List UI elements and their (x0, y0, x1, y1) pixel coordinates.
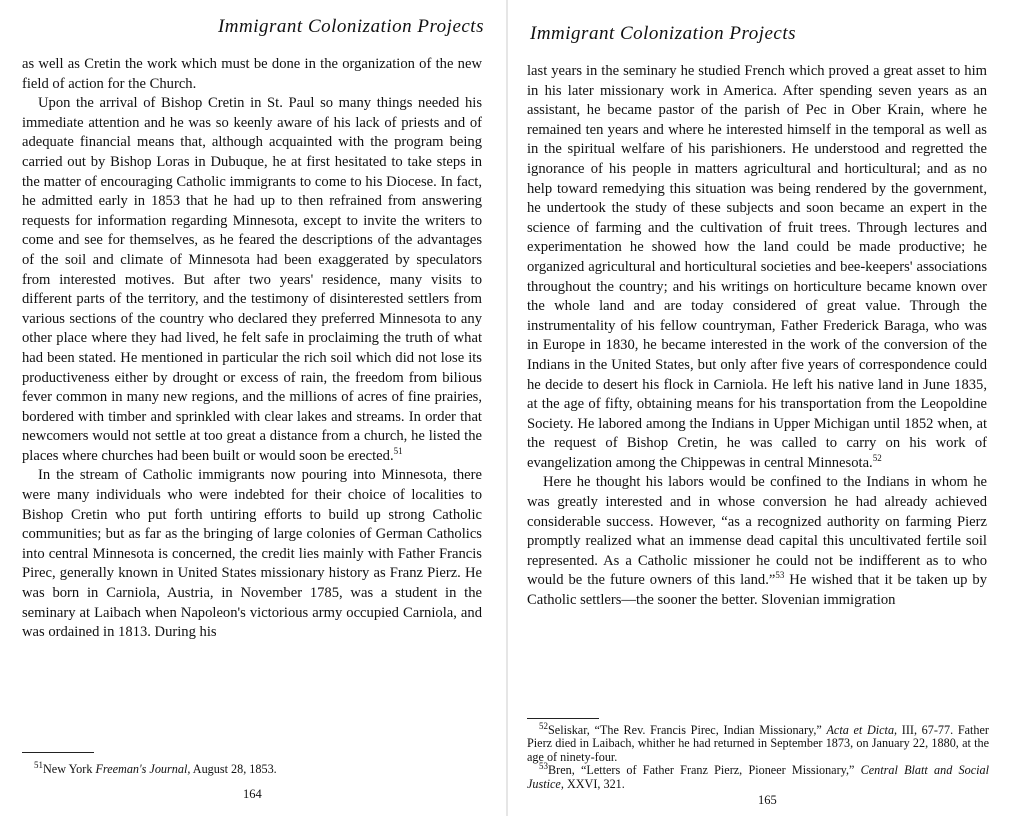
footnote-ref-52: 52 (872, 453, 882, 464)
left-paragraph-1: as well as Cretin the work which must be done in the organization of the new field of action for the Church. (22, 56, 482, 92)
page-number-right: 165 (758, 793, 777, 807)
footnote-ref-53: 53 (775, 570, 785, 581)
right-paragraph-2 (527, 473, 987, 610)
right-paragraph-2-tail: He wished that it be taken up by Catholic settlers—the sooner the better. Slovenian immigration (527, 572, 987, 609)
left-paragraph-2 (22, 94, 482, 466)
footnote-53-before: Bren, “Letters of Father Franz Pierz, Pioneer Missionary,” (548, 763, 861, 778)
footnote-marker-52: 52 (539, 720, 548, 731)
footnote-divider-left (22, 752, 94, 753)
right-body-text (527, 62, 987, 611)
footnote-51 (22, 759, 482, 776)
footnote-53-title: Central Blatt and Social Justice, (527, 763, 989, 791)
footnote-52-title: Acta et Dicta, (826, 723, 898, 737)
footnote-52-before: Seliskar, “The Rev. Francis Pirec, Indian Missionary,” (548, 723, 827, 737)
footnote-marker-51: 51 (34, 759, 43, 770)
footnote-marker-53: 53 (539, 761, 548, 772)
footnote-52-after: III, 67-77. Father Pierz died in Laibach, whither he had returned in September 1873, on January 22, 1880, at the age of ninety-four. (527, 723, 989, 764)
right-paragraph-2-text: Here he thought his labors would be confined to the Indians in whom he was greatly interested and in whose conversion he had already achieved considerable success. However, “as a recognized authority on farming Pierz promptly realized what an immense dead capital this uncultivated fertile soil represented. As a Catholic missioner he could not be indifferent as to who would be the future owners of this land.” (527, 474, 987, 589)
left-paragraph-3: In the stream of Catholic immigrants now pouring into Minnesota, there were many individuals who were indebted for their choice of localities to Bishop Cretin who put forth untiring efforts to build up strong Catholic communities; but as far as the bringing of large colonies of German Catholics into central Minnesota is concerned, the credit lies mainly with Father Francis Pirec, generally known in United States missionary history as Franz Pierz. He was born in Carniola, Austria, in November 1785, was a student in the seminary at Laibach when Napoleon's victorious army occupied Carniola, and was ordained in 1813. During his (22, 467, 482, 641)
footnote-53 (527, 761, 989, 791)
right-page (508, 0, 1017, 816)
left-footnotes (22, 759, 482, 776)
running-head-right: Immigrant Colonization Projects (530, 23, 797, 44)
footnote-51-before: New York (43, 762, 96, 776)
footnote-53-after: XXVI, 321. (563, 776, 625, 791)
footnote-51-after: August 28, 1853. (190, 762, 277, 776)
running-head-left: Immigrant Colonization Projects (217, 16, 484, 37)
right-paragraph-1 (527, 62, 987, 473)
right-footnotes (527, 720, 989, 791)
left-paragraph-2-text: Upon the arrival of Bishop Cretin in St. Paul so many things needed his immediate attention and he was so keenly aware of his lack of priests and of adequate financial means that, although acquainted with the program being carried out by Bishop Loras in Dubuque, he at first hesitated to take steps in the matter of encouraging Catholic immigrants to come to his Diocese. In fact, he admitted early in 1853 that he had up to then refrained from answering requests for information regarding Minnesota, except to invite the writers to come and see for themselves, as he feared the descriptions of the advantages of the soil and climate of Minnesota had been exaggerated by speculators from interested motives. But after two years' residence, many visits to different parts of the territory, and the testimony of disinterested settlers from various sections of the country who declared they preferred Minnesota to any other place where they had lived, he felt safe in proclaiming the truth of what had been stated. He mentioned in particular the rich soil which did not lose its productiveness either by drought or excess of rain, the freedom from bilious fever common in many new regions, and the millions of acres of fine prairies, bordered with timber and sprinkled with clear lakes and streams. In order that newcomers would not settle at too great a distance from a church, he listed the places where churches had been built or would soon be erected. (22, 95, 482, 464)
footnote-divider-right (527, 718, 599, 719)
footnote-ref-51: 51 (393, 446, 403, 457)
left-page (0, 0, 508, 816)
left-body-text (22, 55, 482, 643)
footnote-52 (527, 720, 989, 764)
footnote-51-title: Freeman's Journal, (95, 762, 191, 776)
right-paragraph-1-text: last years in the seminary he studied French which proved a great asset to him in his later missionary work in America. After spending seven years as an assistant, he became pastor of the parish of Pec in Ober Krain, where he remained ten years and where he interested himself in the temporal as well as in the spiritual welfare of his parishioners. He understood and regretted the ignorance of his people in matters agricultural and horticultural; and as no help toward remedying this situation was being rendered by the government, he undertook the study of these subjects and soon became an expert in the science of farming and the cultivation of fruit trees. Through lectures and experimentation he showed how the land could be made productive; he organized agricultural and horticultural societies and bee-keepers' associations throughout the country; and his writings on horticulture became known over the whole land and are today considered of great value. Through the instrumentality of his fellow countryman, Father Frederick Baraga, who was in Europe in 1830, he became interested in the work of the conversion of the Indians in the United States, but only after five years of correspondence could he decide to desert his flock in Carniola. He left his native land in June 1835, at the age of fifty, obtaining means for his transportation from the Leopoldine Society. He labored among the Indians in Upper Michigan until 1852 when, at the request of Bishop Cretin, he was called to carry on his work of evangelization among the Chippewas in central Minnesota. (527, 63, 987, 471)
page-number-left: 164 (243, 787, 262, 801)
